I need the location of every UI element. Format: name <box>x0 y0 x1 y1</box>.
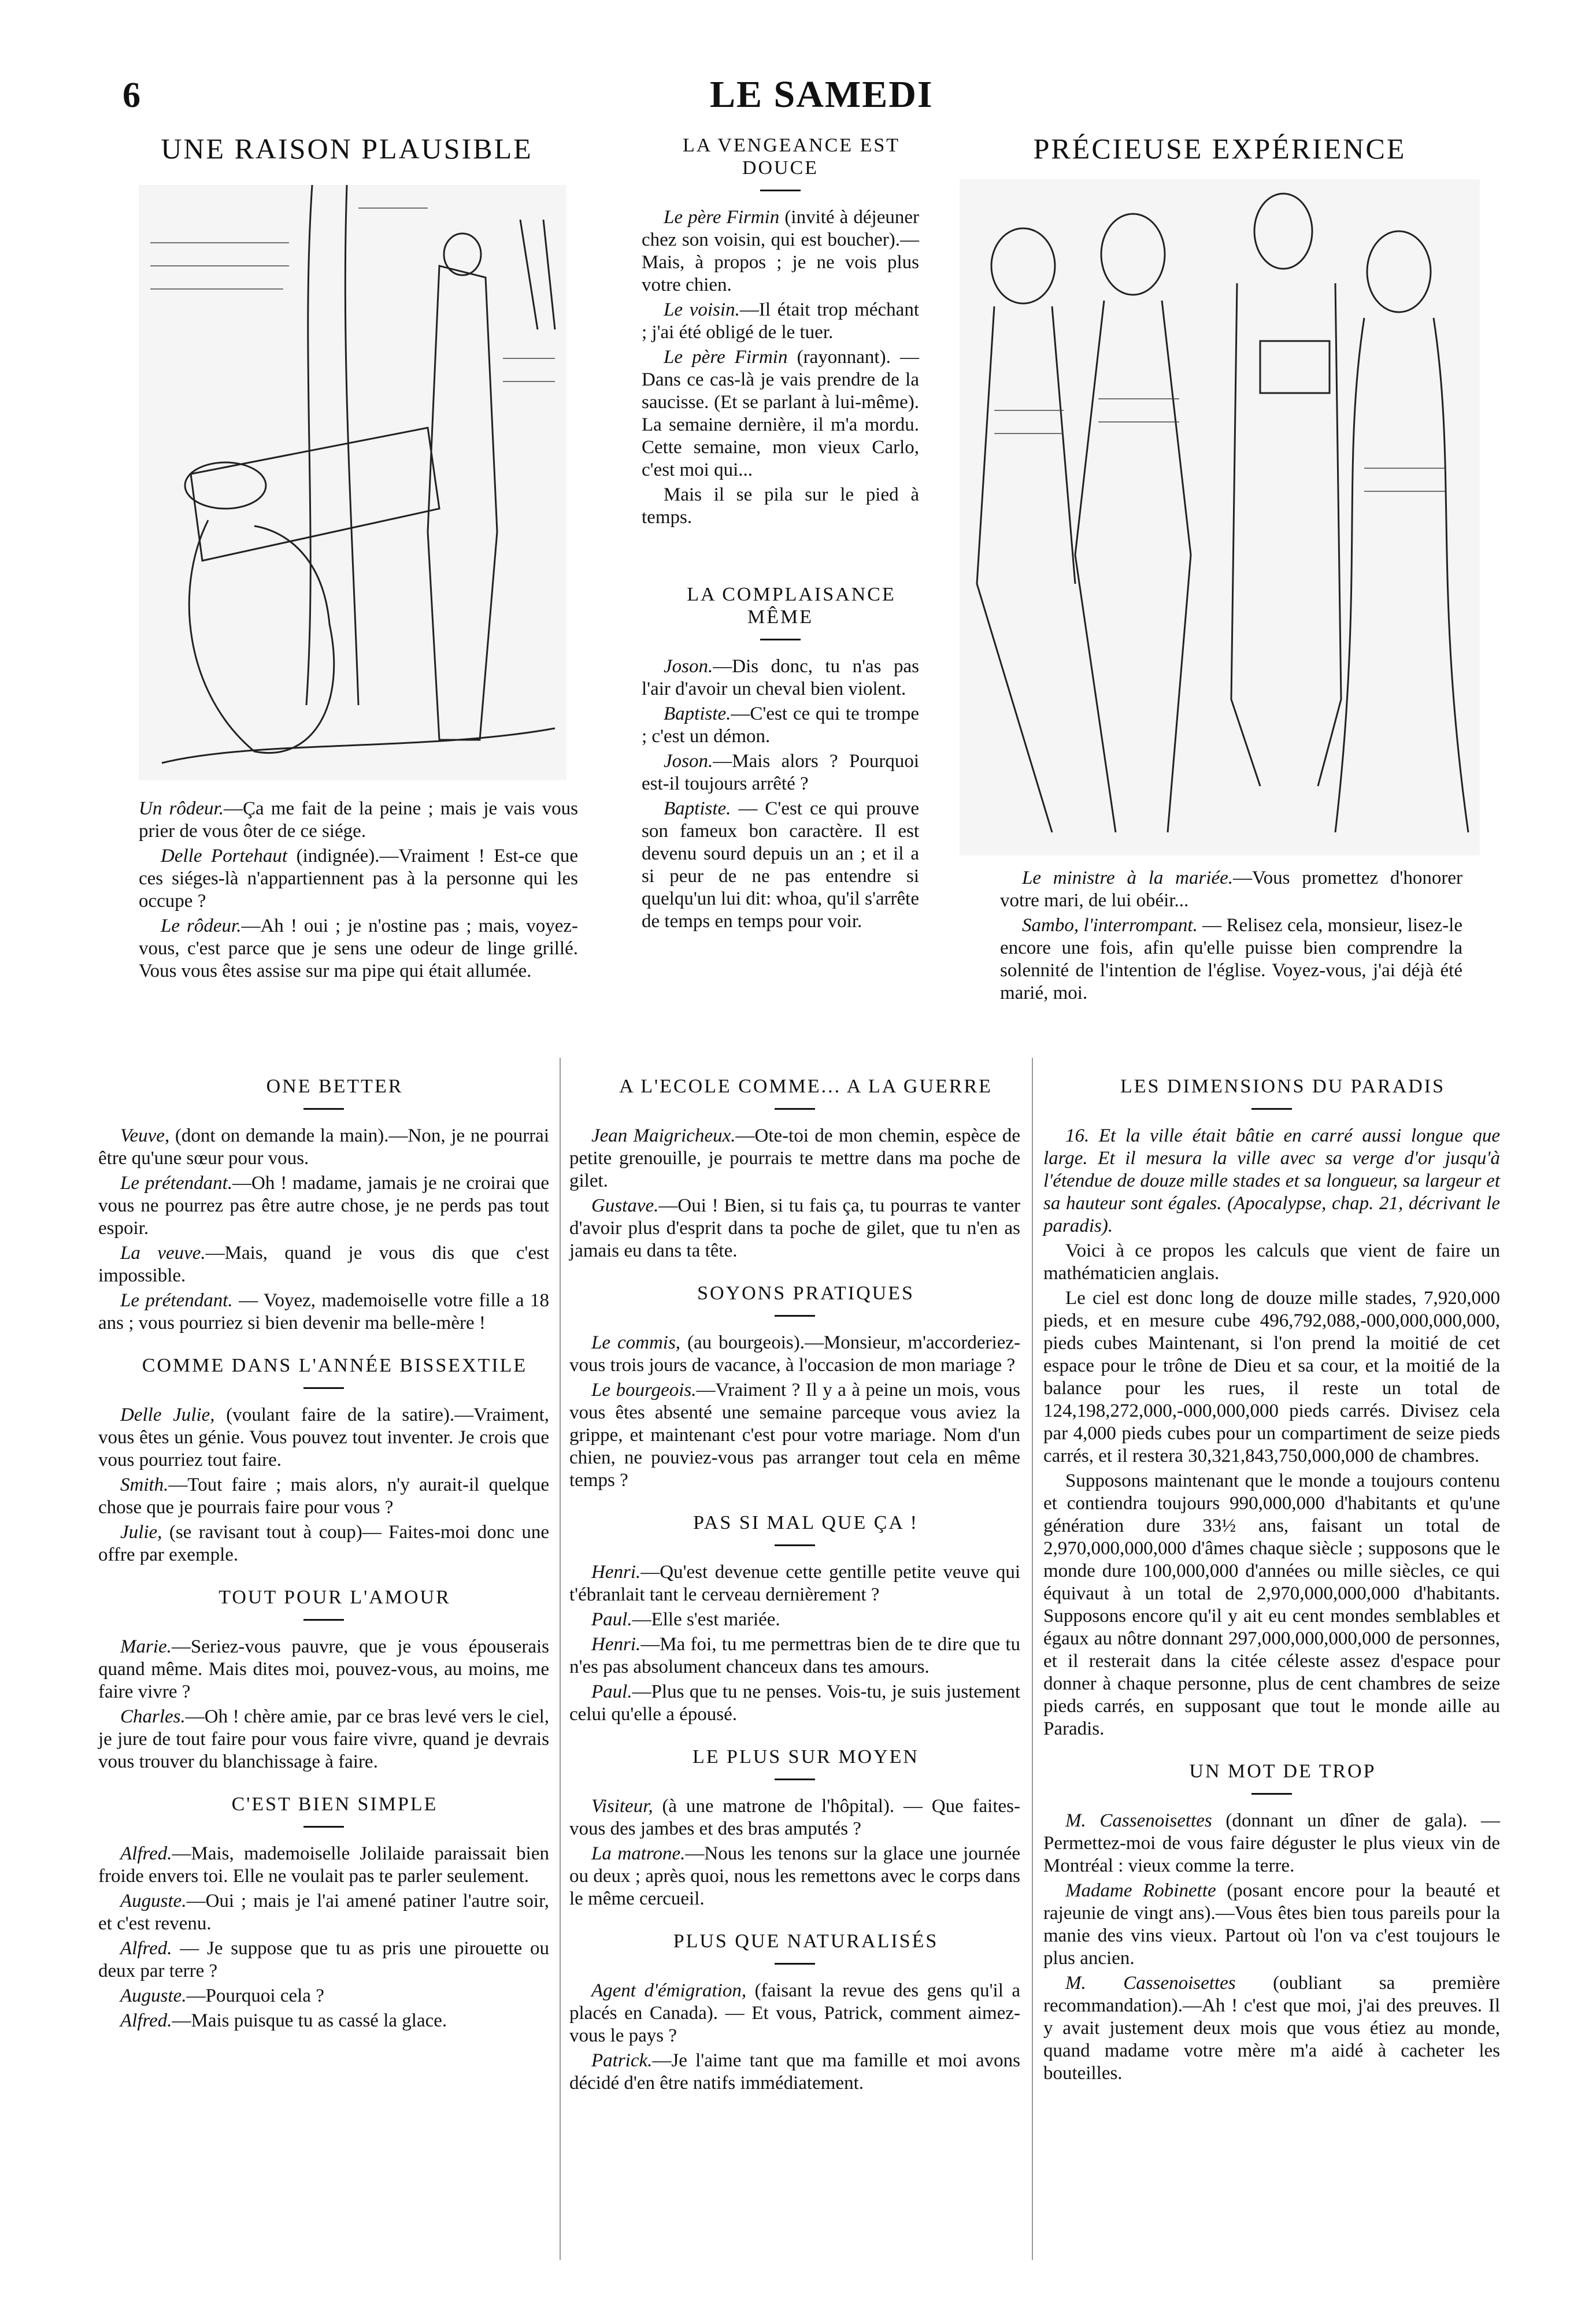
dialogue-line: Julie, (se ravisant tout à coup)— Faites-moi donc une offre par exemple. <box>98 1522 549 1565</box>
column-divider <box>1032 1058 1033 2260</box>
dialogue-line: La matrone.—Nous les tenons sur la glace une journée ou deux ; après quoi, nous les remettons avec le corps dans le même cercueil. <box>569 1843 1020 1909</box>
title-rule <box>775 1544 815 1546</box>
dialogue-line: M. Cassenoisettes (donnant un dîner de gala). —Permettez-moi de vous faire déguster le plus vieux vin de Montréal : vieux comme la terre. <box>1043 1810 1500 1876</box>
illustration-wedding-ceremony <box>960 179 1480 855</box>
story-right <box>1000 867 1462 1007</box>
title-rule <box>775 1779 815 1780</box>
title-rule <box>775 1315 815 1317</box>
dialogue-line: Delle Portehaut (indignée).—Vraiment ! Est-ce que ces siéges-là n'appartiennent pas à la personne qui les occupe ? <box>139 846 578 912</box>
dialogue-line: Le voisin.—Il était trop méchant ; j'ai été obligé de le tuer. <box>642 299 919 343</box>
dialogue-line: Charles.—Oh ! chère amie, par ce bras levé vers le ciel, je jure de tout faire pour vous faire vivre, quand je devrais vous trouver du blanchissage à faire. <box>98 1706 549 1772</box>
dialogue-line: Henri.—Ma foi, tu me permettras bien de te dire que tu n'es pas absolument chanceux dans tes amours. <box>569 1634 1020 1677</box>
text-paragraph: Voici à ce propos les calculs que vient de faire un mathématicien anglais. <box>1043 1240 1500 1284</box>
dialogue-line: Baptiste. — C'est ce qui prouve son fameux bon caractère. Il est devenu sourd depuis un an ; et il a si peur de ne pas entendre si quelqu'un lui dit: whoa, qu'il s'arrête de temps en temps pour voir. <box>642 798 920 932</box>
dialogue-line: Le père Firmin (rayonnant). —Dans ce cas-là je vais prendre de la saucisse. (Et se parlant à lui-même). La semaine dernière, il m'a mordu. Cette semaine, mon vieux Carlo, c'est moi qui... <box>642 347 920 480</box>
dialogue-line: Le commis, (au bourgeois).—Monsieur, m'accorderiez-vous trois jours de vacance, à l'occasion de mon mariage ? <box>569 1332 1020 1376</box>
dialogue-line: Mais il se pila sur le pied à temps. <box>642 484 919 528</box>
section-title: LES DIMENSIONS DU PARADIS <box>1120 1076 1446 1097</box>
dialogue-line: Le prétendant.—Oh ! madame, jamais je ne croirai que vous ne pourrez pas être autre chose, je ne perds pas tout espoir. <box>98 1173 549 1239</box>
section-title: A L'ECOLE COMME... A LA GUERRE <box>619 1076 993 1097</box>
newspaper-title: LE SAMEDI <box>710 73 934 116</box>
dialogue-line: Un rôdeur.—Ça me fait de la peine ; mais je vais vous prier de vous ôter de ce siége. <box>139 798 578 842</box>
dialogue-line: Patrick.—Je l'aime tant que ma famille et moi avons décidé d'en être natifs immédiatement. <box>569 2050 1020 2094</box>
dialogue-line: Le prétendant. — Voyez, mademoiselle votre fille a 18 ans ; vous pourriez si bien devenir ma belle-mère ! <box>98 1290 549 1333</box>
section-title: LA VENGEANCE EST DOUCE <box>682 135 901 179</box>
bottom-column-1 <box>98 1075 549 2052</box>
dialogue-line: Paul.—Plus que tu ne penses. Vois-tu, je suis justement celui qu'elle a épousé. <box>569 1681 1020 1725</box>
title-rule <box>303 1826 344 1828</box>
section-title: TOUT POUR L'AMOUR <box>219 1587 451 1608</box>
dialogue-line: M. Cassenoisettes (oubliant sa première recommandation).—Ah ! c'est que moi, j'ai des preuves. Il y avait justement deux mois que vous étiez au monde, quand madame votre mère m'a aidé à cacheter les bouteilles. <box>1043 1973 1500 2084</box>
title-rule <box>760 639 801 640</box>
title-rule <box>775 1108 815 1110</box>
dialogue-line: Le père Firmin (invité à déjeuner chez son voisin, qui est boucher).—Mais, à propos ; je ne vois plus votre chien. <box>642 207 919 295</box>
dialogue-line: Le ministre à la mariée.—Vous promettez d'honorer votre mari, de lui obéir... <box>1000 868 1462 911</box>
dialogue-line: Smith.—Tout faire ; mais alors, n'y aurait-il quelque chose que je pourrais faire pour vous ? <box>98 1474 549 1518</box>
dialogue-line: Agent d'émigration, (faisant la revue des gens qu'il a placés en Canada). — Et vous, Patrick, comment aimez-vous le pays ? <box>569 1980 1021 2046</box>
text-paragraph: Supposons maintenant que le monde a toujours contenu et contiendra toujours 990,000,000 d'habitants et qu'une génération dure 33½ ans, faisant un total de 2,970,000,000,000 d'âmes chaque siècle ; supposons que le monde dure 100,000,000 d'années ou mille siècles, ce qui équivaut à un total de 2,970,000,000,000 d'habitants. Supposons encore qu'il y ait eu cent mondes semblables et égaux au nôtre donnant 297,000,000,000,000 de personnes, et il resterait dans la citée céleste assez d'espace pour donner à chaque personne, plus de cent chambres de seize pieds carrés, en supposant que tout le monde aille au Paradis. <box>1043 1470 1500 1739</box>
dialogue-line: Delle Julie, (voulant faire de la satire).—Vraiment, vous êtes un génie. Vous pouvez tout inventer. Je crois que vous pourriez tout faire. <box>98 1405 550 1470</box>
dialogue-line: Alfred.—Mais puisque tu as cassé la glace. <box>120 2010 447 2031</box>
bottom-column-3 <box>1043 1075 1500 2105</box>
title-rule <box>303 1387 344 1389</box>
dialogue-line: Le bourgeois.—Vraiment ? Il y a à peine un mois, vous vous êtes absenté une semaine parceque vous aviez la grippe, et maintenant c'est pour votre mariage. Nom d'un chien, ne pouviez-vous pas arranger tout cela en même temps ? <box>569 1380 1020 1491</box>
title-rule <box>1251 1793 1292 1795</box>
title-rule <box>303 1108 344 1110</box>
page-number: 6 <box>123 76 140 115</box>
dialogue-line: Paul.—Elle s'est mariée. <box>591 1609 780 1630</box>
dialogue-line: Baptiste.—C'est ce qui te trompe ; c'est un démon. <box>642 703 919 747</box>
story-title-right: PRÉCIEUSE EXPÉRIENCE <box>1033 132 1406 165</box>
section-title: COMME DANS L'ANNÉE BISSEXTILE <box>142 1355 528 1376</box>
column-divider <box>560 1058 561 2260</box>
dialogue-line: Alfred.—Mais, mademoiselle Jolilaide paraissait bien froide envers toi. Elle ne voulait pas te parler seulement. <box>98 1843 549 1887</box>
section-title: LA COMPLAISANCE MÊME <box>687 584 896 628</box>
title-rule <box>760 190 801 191</box>
text-paragraph: Le ciel est donc long de douze mille stades, 7,920,000 pieds, et en mesure cube 496,792,088,-000,000,000,000, pieds cubes Maintenant, si l'on prend la moitié de cet espace pour le trône de Dieu et sa cour, et la moitié de la balance pour les rues, il reste un total de 124,198,272,000,-000,000,000 pieds carrés. Divisez cela par 4,000 pieds cubes pour un compartiment de seize pieds carrés, et il restera 30,321,843,750,000,000 de chambres. <box>1043 1288 1500 1466</box>
dialogue-line: La veuve.—Mais, quand je vous dis que c'est impossible. <box>98 1243 549 1286</box>
title-rule <box>303 1619 344 1621</box>
section-title: PAS SI MAL QUE ÇA ! <box>693 1512 919 1533</box>
bottom-column-2 <box>569 1075 1020 2114</box>
dialogue-line: Gustave.—Oui ! Bien, si tu fais ça, tu pourras te vanter d'avoir plus d'esprit dans ta poche de gilet, que tu n'en as jamais eu dans ta tête. <box>569 1195 1020 1261</box>
story-left <box>139 798 578 985</box>
title-rule <box>775 1963 815 1965</box>
section-title: SOYONS PRATIQUES <box>697 1283 914 1304</box>
section-title: ONE BETTER <box>266 1076 403 1097</box>
dialogue-line: Visiteur, (à une matrone de l'hôpital). — Que faites-vous des jambes et des bras amputés ? <box>569 1796 1020 1839</box>
section-title: PLUS QUE NATURALISÉS <box>673 1931 939 1952</box>
illustration-couple-bench <box>139 185 566 780</box>
dialogue-line: Auguste.—Pourquoi cela ? <box>120 1985 324 2006</box>
dialogue-line: Jean Maigricheux.—Ote-toi de mon chemin, espèce de petite grenouille, je pourrais te mettre dans ma poche de gilet. <box>569 1125 1021 1191</box>
dialogue-line: Veuve, (dont on demande la main).—Non, je ne pourrai être qu'une sœur pour vous. <box>98 1125 550 1169</box>
dialogue-line: Joson.—Mais alors ? Pourquoi est-il toujours arrêté ? <box>642 751 919 794</box>
dialogue-line: Sambo, l'interrompant. — Relisez cela, monsieur, lisez-le encore une fois, afin qu'elle puisse bien comprendre la solennité de l'intention de l'église. Voyez-vous, j'ai déjà été marié, moi. <box>1000 915 1462 1003</box>
section-title: UN MOT DE TROP <box>1189 1761 1376 1782</box>
dialogue-line: Auguste.—Oui ; mais je l'ai amené patiner l'autre soir, et c'est revenu. <box>98 1891 549 1934</box>
dialogue-line: Joson.—Dis donc, tu n'as pas l'air d'avoir un cheval bien violent. <box>642 656 919 699</box>
dialogue-line: Henri.—Qu'est devenue cette gentille petite veuve qui t'ébranlait tant le cerveau dernièrement ? <box>569 1562 1020 1605</box>
title-rule <box>1251 1108 1292 1110</box>
top-middle-column <box>642 134 919 953</box>
dialogue-line: Marie.—Seriez-vous pauvre, que je vous épouserais quand même. Mais dites moi, pouvez-vous, au moins, me faire vivre ? <box>98 1636 549 1702</box>
section-title: LE PLUS SUR MOYEN <box>693 1746 919 1768</box>
section-title: C'EST BIEN SIMPLE <box>231 1794 438 1815</box>
dialogue-line: Le rôdeur.—Ah ! oui ; je n'ostine pas ; mais, voyez-vous, c'est parce que je sens une odeur de linge grillé. Vous vous êtes assise sur ma pipe qui était allumée. <box>139 916 578 981</box>
story-title-left: UNE RAISON PLAUSIBLE <box>161 132 533 165</box>
dialogue-line: Alfred. — Je suppose que tu as pris une pirouette ou deux par terre ? <box>98 1938 550 1981</box>
text-paragraph: 16. Et la ville était bâtie en carré aussi longue que large. Et il mesura la ville avec sa verge d'or jusqu'à l'étendue de douze mille stades et sa longueur, sa largeur et sa hauteur sont égales. (Apocalypse, chap. 21, décrivant le paradis). <box>1043 1125 1500 1236</box>
dialogue-line: Madame Robinette (posant encore pour la beauté et rajeunie de vingt ans).—Vous êtes bien tous pareils pour la manie des vins vieux. Partout où l'on va c'est toujours le plus ancien. <box>1043 1880 1500 1969</box>
